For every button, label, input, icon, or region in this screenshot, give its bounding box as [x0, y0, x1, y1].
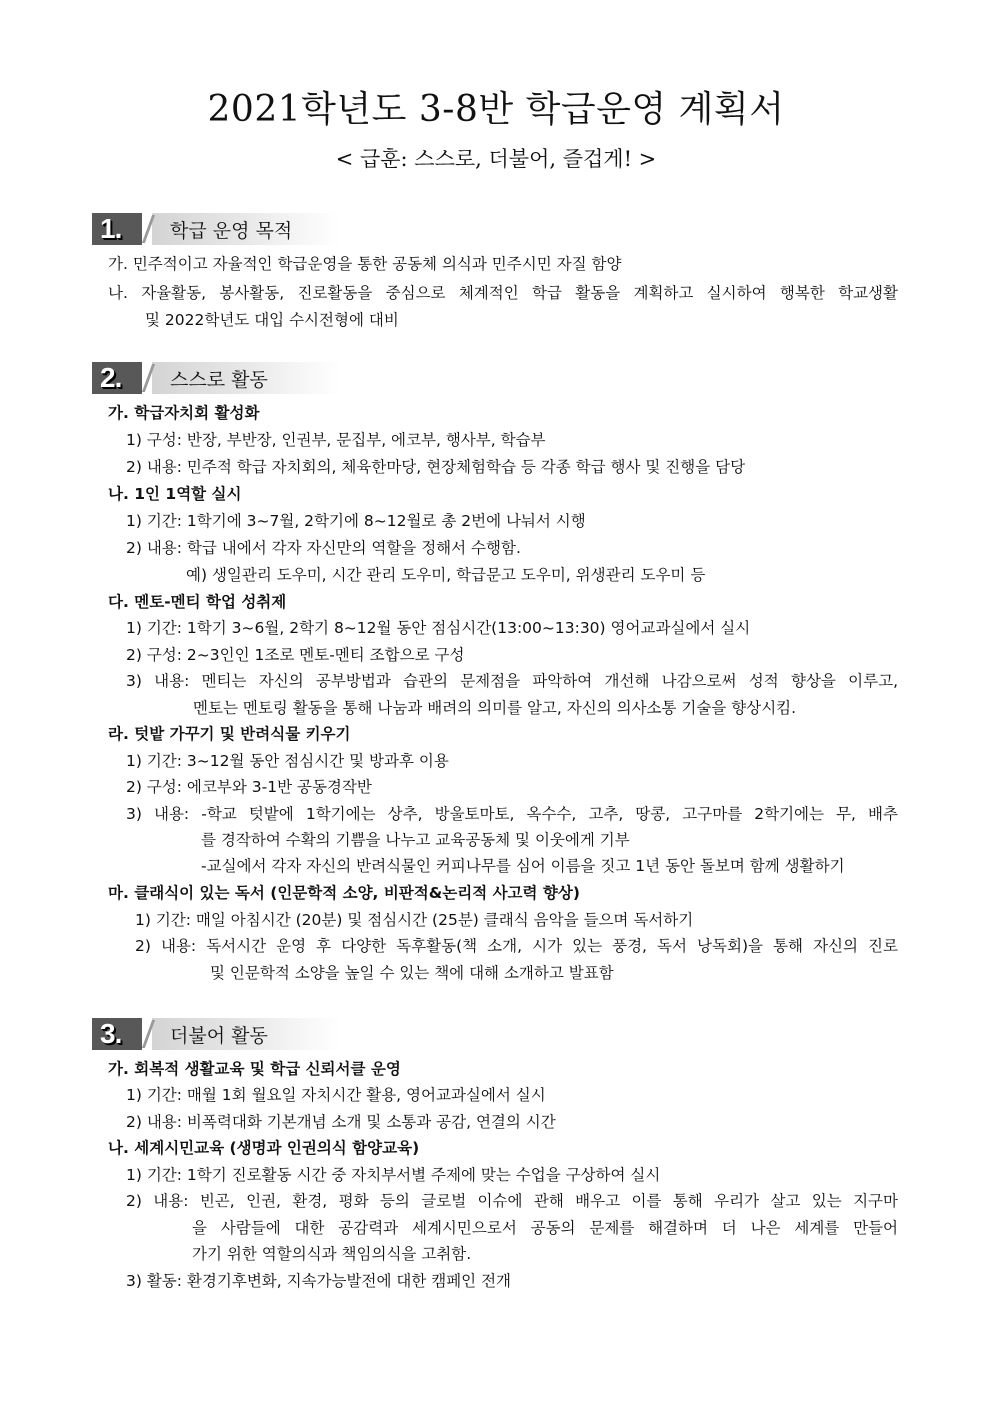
list-item: 3) 내용: 멘티는 자신의 공부방법과 습관의 문제점을 파악하여 개선해 나감으로써 성적 향상을 이루고, [126, 672, 898, 690]
list-item: 1) 기간: 매월 1회 월요일 자치시간 활용, 영어교과실에서 실시 [126, 1086, 546, 1104]
subsection-title: 나. 1인 1역할 실시 [108, 485, 242, 503]
list-item: 2) 구성: 에코부와 3-1반 공동경작반 [126, 778, 372, 796]
list-item-continuation: 멘토는 멘토링 활동을 통해 나눔과 배려의 의미를 알고, 자신의 의사소통 기술을 향상시킴. [193, 699, 797, 717]
list-item: 2) 내용: 독서시간 운영 후 다양한 독후활동(책 소개, 시가 있는 풍경, 독서 낭독회)을 통해 자신의 진로 [135, 937, 898, 955]
list-item: 2) 내용: 민주적 학급 자치회의, 체육한마당, 현장체험학습 등 각종 학급 행사 및 진행을 담당 [126, 458, 746, 476]
list-item-example: 예) 생일관리 도우미, 시간 관리 도우미, 학급문고 도우미, 위생관리 도우미 등 [186, 566, 706, 584]
section-number-badge [92, 362, 142, 394]
list-item-continuation: 가기 위한 역할의식과 책임의식을 고취함. [192, 1245, 472, 1263]
purpose-item-continuation: 및 2022학년도 대입 수시전형에 대비 [145, 311, 399, 329]
class-motto: < 급훈: 스스로, 더불어, 즐겁게! > [335, 147, 657, 171]
list-item: 2) 내용: 빈곤, 인권, 환경, 평화 등의 글로벌 이슈에 관해 배우고 이를 통해 우리가 살고 있는 지구마 [126, 1192, 898, 1210]
subsection-title: 가. 학급자치회 활성화 [108, 404, 260, 422]
list-item-continuation: 을 사람들에 대한 공감력과 세계시민으로서 공동의 문제를 해결하며 더 나은 세계를 만들어 [192, 1219, 898, 1237]
list-item: 2) 구성: 2~3인인 1조로 멘토-멘티 조합으로 구성 [126, 646, 465, 664]
section-header-1 [92, 213, 342, 245]
list-item: 1) 기간: 3~12월 동안 점심시간 및 방과후 이용 [126, 752, 449, 770]
list-item: 1) 기간: 1학기에 3~7월, 2학기에 8~12월로 총 2번에 나눠서 시행 [126, 512, 586, 530]
purpose-item: 나. 자율활동, 봉사활동, 진로활동을 중심으로 체계적인 학급 활동을 계획하고 실시하여 행복한 학교생활 [108, 284, 898, 302]
list-item-continuation: 를 경작하여 수확의 기쁨을 나누고 교육공동체 및 이웃에게 기부 [201, 831, 630, 849]
subsection-title: 라. 텃밭 가꾸기 및 반려식물 키우기 [108, 725, 351, 743]
subsection-title: 가. 회복적 생활교육 및 학급 신뢰서클 운영 [108, 1060, 401, 1078]
section-number: 3. [100, 1018, 122, 1049]
section-header-2 [92, 362, 342, 394]
list-item-continuation: -교실에서 각자 자신의 반려식물인 커피나무를 심어 이름을 짓고 1년 동안 돌보며 함께 생활하기 [201, 857, 845, 875]
list-item: 1) 기간: 1학기 3~6월, 2학기 8~12월 동안 점심시간(13:00~13:30) 영어교과실에서 실시 [126, 619, 751, 637]
list-item: 1) 기간: 1학기 진로활동 시간 중 자치부서별 주제에 맞는 수업을 구상하여 실시 [126, 1166, 661, 1184]
section-number-badge [92, 1018, 142, 1050]
section-number: 2. [100, 362, 122, 393]
section-heading: 더불어 활동 [152, 1018, 342, 1050]
subsection-title: 나. 세계시민교육 (생명과 인권의식 함양교육) [108, 1139, 420, 1157]
section-heading: 스스로 활동 [152, 362, 342, 394]
list-item-continuation: 및 인문학적 소양을 높일 수 있는 책에 대해 소개하고 발표함 [210, 964, 614, 982]
list-item: 2) 내용: 학급 내에서 각자 자신만의 역할을 정해서 수행함. [126, 539, 521, 557]
section-header-3 [92, 1018, 342, 1050]
section-number: 1. [100, 213, 122, 244]
subsection-title: 마. 클래식이 있는 독서 (인문학적 소양, 비판적&논리적 사고력 향상) [108, 884, 580, 902]
list-item: 1) 기간: 매일 아침시간 (20분) 및 점심시간 (25분) 클래식 음악을 들으며 독서하기 [135, 911, 694, 929]
purpose-item: 가. 민주적이고 자율적인 학급운영을 통한 공동체 의식과 민주시민 자질 함양 [108, 255, 622, 273]
list-item: 3) 활동: 환경기후변화, 지속가능발전에 대한 캠페인 전개 [126, 1272, 512, 1290]
section-heading: 학급 운영 목적 [152, 213, 342, 245]
list-item: 1) 구성: 반장, 부반장, 인권부, 문집부, 에코부, 행사부, 학습부 [126, 431, 546, 449]
section-number-badge [92, 213, 142, 245]
list-item: 2) 내용: 비폭력대화 기본개념 소개 및 소통과 공감, 연결의 시간 [126, 1113, 556, 1131]
list-item: 3) 내용: -학교 텃밭에 1학기에는 상추, 방울토마토, 옥수수, 고추, 땅콩, 고구마를 2학기에는 무, 배추 [126, 805, 898, 823]
subsection-title: 다. 멘토-멘티 학업 성취제 [108, 593, 287, 611]
document-title: 2021학년도 3-8반 학급운영 계획서 [207, 89, 785, 130]
